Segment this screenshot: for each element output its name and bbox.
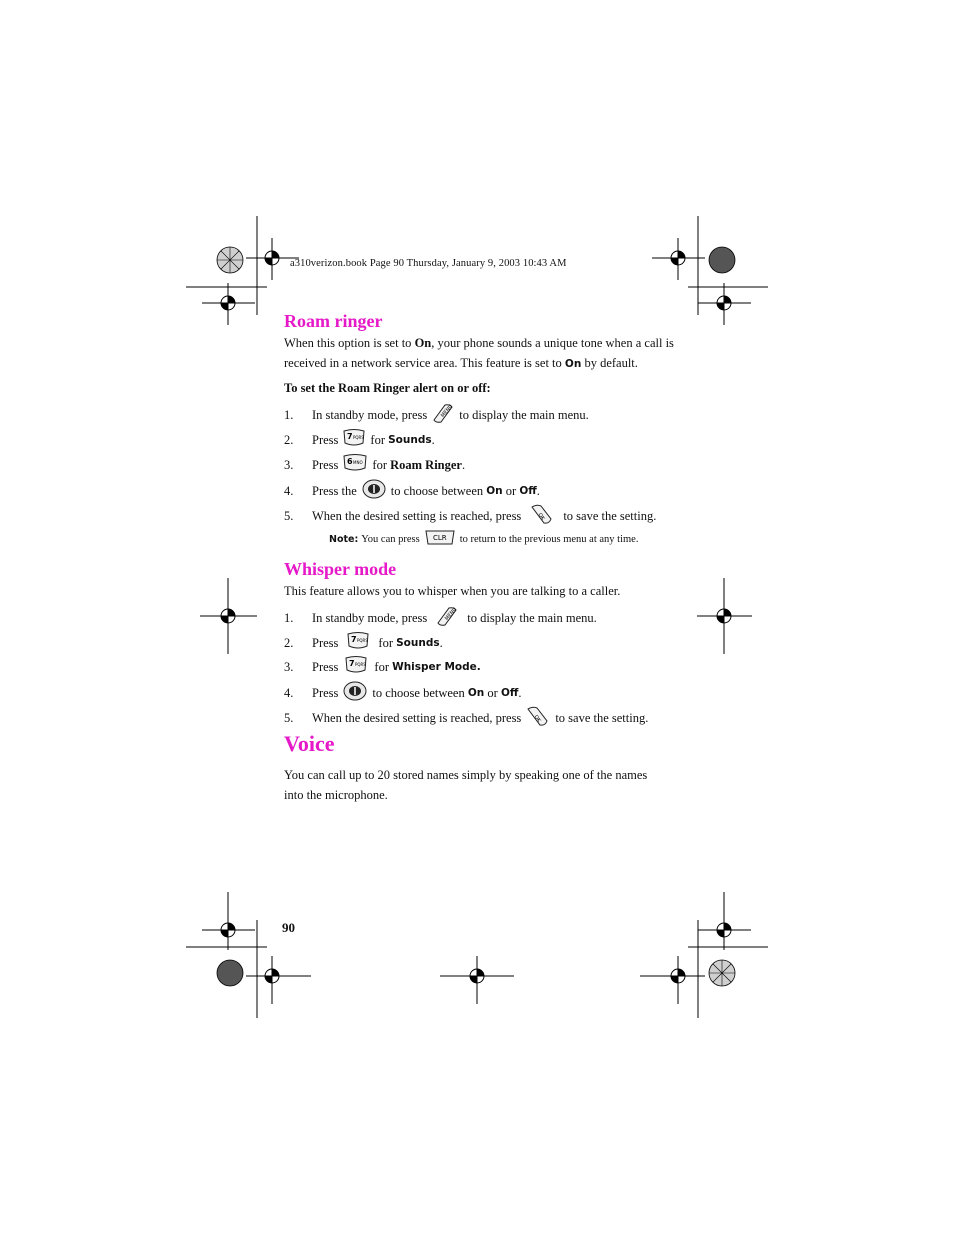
roam-note: Note: You can press CLR to return to the previous menu at any time. (329, 529, 638, 550)
whisper-step-3: 3. Press 7 PQRS for Whisper Mode. (284, 655, 481, 679)
svg-text:PQRS: PQRS (357, 638, 369, 643)
whisper-step-2: 2. Press 7 PQRS for Sounds . (284, 631, 443, 655)
roam-ringer-paragraph: When this option is set to On, your phone sounds a unique tone when a call is received in a network service area. This feature is set to On by default. (284, 336, 674, 370)
seven-key-icon (344, 655, 368, 679)
svg-text:7: 7 (351, 635, 357, 644)
book-header: a310verizon.book Page 90 Thursday, January 9, 2003 10:43 AM (290, 258, 567, 269)
menu-key-icon (435, 606, 459, 630)
voice-paragraph: You can call up to 20 stored names simply by speaking one of the names into the microphone. (284, 768, 648, 802)
svg-text:PQRS: PQRS (353, 435, 365, 440)
svg-text:MNO: MNO (353, 460, 363, 465)
svg-text:MENU: MENU (444, 606, 459, 622)
svg-text:OK: OK (532, 714, 542, 724)
svg-text:OK: OK (536, 512, 546, 522)
ok-key-icon (525, 705, 551, 731)
svg-text:7: 7 (347, 432, 353, 441)
page-number: 90 (282, 920, 295, 935)
six-key-icon (342, 453, 368, 477)
voice-title: Voice (284, 731, 335, 756)
roam-step-4: 4. Press the to choose between On or Off . (284, 478, 540, 504)
roam-ringer-title: Roam ringer (284, 311, 383, 331)
roam-ringer-subheading: To set the Roam Ringer alert on or off: (284, 381, 491, 395)
roam-step-3: 3. Press 6 MNO for Roam Ringer . (284, 453, 465, 477)
roam-step-5: 5. When the desired setting is reached, press OK to save the setting. (284, 503, 656, 529)
ok-key-icon (529, 503, 555, 529)
roam-step-1: 1. In standby mode, press MENU to display the main menu. (284, 403, 589, 427)
svg-text:CLR: CLR (432, 534, 447, 542)
whisper-step-5: 5. When the desired setting is reached, press OK to save the setting. (284, 705, 648, 731)
svg-text:MENU: MENU (440, 403, 455, 419)
menu-key-icon (431, 403, 455, 427)
svg-text:7: 7 (349, 659, 355, 668)
navigation-key-icon (361, 478, 387, 504)
roam-step-2: 2. Press 7 PQRS for Sounds . (284, 428, 435, 452)
whisper-step-4: 4. Press to choose between On or Off . (284, 680, 522, 706)
clr-key-icon (424, 529, 456, 550)
svg-text:PQRS: PQRS (355, 662, 367, 667)
navigation-key-icon (342, 680, 368, 706)
whisper-step-1: 1. In standby mode, press MENU to display the main menu. (284, 606, 597, 630)
whisper-mode-paragraph: This feature allows you to whisper when you are talking to a caller. (284, 584, 621, 598)
svg-text:6: 6 (347, 457, 353, 466)
whisper-mode-title: Whisper mode (284, 559, 397, 579)
seven-key-icon (346, 631, 370, 655)
seven-key-icon (342, 428, 366, 452)
